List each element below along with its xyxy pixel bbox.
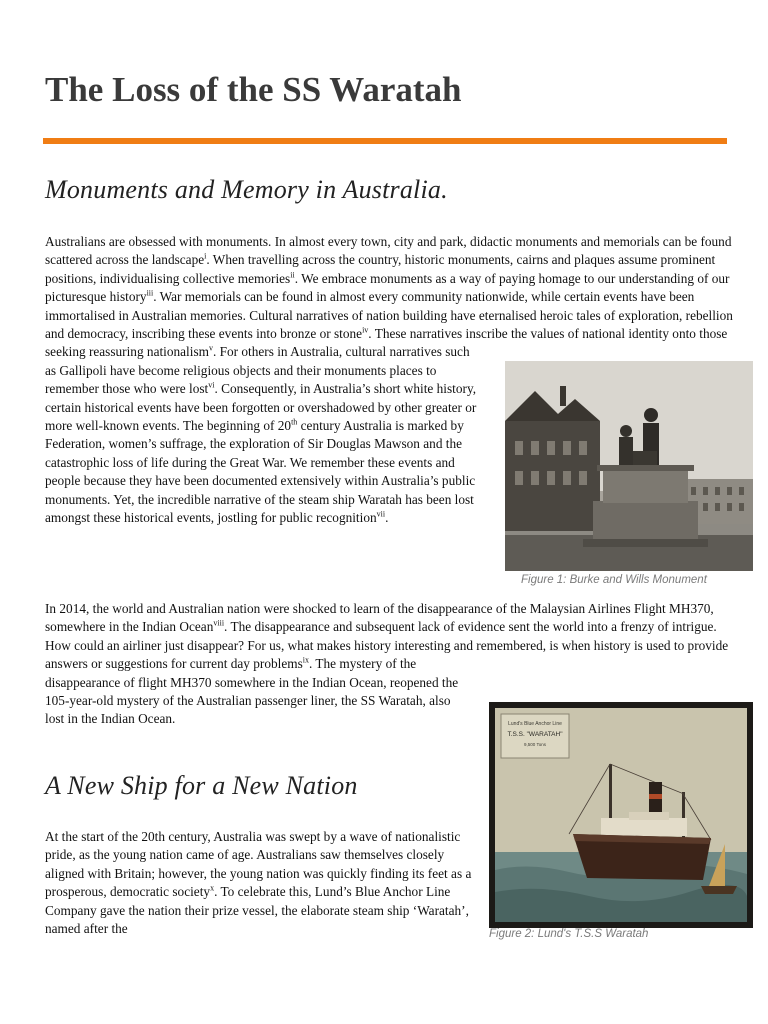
- figure-waratah-ship: [489, 702, 753, 928]
- ship-postcard: [489, 702, 753, 928]
- endnote-ref: iii: [146, 288, 154, 298]
- postcard-line-1: Lund's Blue Anchor Line: [508, 721, 562, 727]
- text-run: . Consequently, in Australia’s short white history, certain historical events have been forgotten or overshadowed by other greater or more well-known events. The beginning of 20: [45, 381, 477, 434]
- text-run: . The mystery of the disappearance of flight MH370 somewhere in the Indian Ocean, reopened the 105-year-old mystery of the Australian passenger liner, the SS Waratah, also lost in the Indian Ocean.: [45, 656, 459, 727]
- text-run: In 2014, the world and Australian nation were shocked to learn of the disappearance of the Malaysian Airlines Flight MH370, somewhere in the Indian Ocean: [45, 601, 714, 635]
- endnote-ref: vii: [376, 509, 386, 519]
- paragraph-new-ship: [45, 828, 485, 938]
- text-run: . To celebrate this, Lund’s Blue Anchor Line Company gave the nation their prize vessel, the elaborate steam ship ‘Waratah’, named after the: [45, 884, 469, 937]
- endnote-ref: vi: [208, 380, 215, 390]
- postcard-line-3: 9,500 Tons: [524, 742, 546, 747]
- text-run: . The disappearance and subsequent lack of evidence sent the world into a frenzy of intrigue. How could an airliner just disappear? For us, what makes history interesting and remembered, is when history is used to provide answers or suggestions for current day problems: [45, 619, 729, 672]
- ordinal-suffix: th: [291, 417, 298, 427]
- text-run: Australians are obsessed with monuments. In almost every town, city and park, didactic monuments and memorials can be found scattered across the landscape: [45, 234, 732, 268]
- endnote-ref: ix: [302, 655, 309, 665]
- text-run: century Australia is marked by Federation, women’s suffrage, the exploration of Sir Douglas Mawson and the catastrophic loss of life during the Great War. We remember these events and people because they have been documented extensively within Australia’s public monuments. Yet, the incredible narrative of the steam ship Waratah has been lost amongst these historical events, jostling for public recognition: [45, 418, 476, 526]
- page-title: The Loss of the SS Waratah: [45, 70, 462, 109]
- section-heading-new-ship: A New Ship for a New Nation: [45, 771, 358, 800]
- text-run: . When travelling across the country, historic monuments, cairns and plaques assume prominent positions, individualising collective memories: [45, 252, 716, 286]
- text-run: . We embrace monuments as a way of paying homage to our understanding of our picturesque history: [45, 270, 730, 305]
- section-heading-monuments: Monuments and Memory in Australia.: [45, 175, 448, 204]
- endnote-ref: viii: [213, 618, 225, 628]
- text-run: . For others in Australia, cultural narratives such as Gallipoli have become religious objects and their monuments places to remember those who were lost: [45, 344, 470, 397]
- endnote-ref: i: [204, 251, 207, 261]
- endnote-ref: v: [208, 344, 213, 354]
- figure-1-caption: Figure 1: Burke and Wills Monument: [521, 574, 707, 586]
- endnote-ref: x: [210, 883, 215, 893]
- postcard-line-2: T.S.S. "WARATAH": [507, 731, 563, 738]
- monument-photo: [505, 361, 753, 571]
- figure-2-caption: Figure 2: Lund's T.S.S Waratah: [489, 928, 649, 940]
- text-run: At the start of the 20th century, Australia was swept by a wave of nationalistic pride, as the young nation came of age. Australians saw themselves closely aligned with Britain; however, the young nation was quickly finding its feet as a prosperous, democratic society: [45, 829, 472, 900]
- figure-burke-wills-monument: [505, 361, 753, 571]
- endnote-ref: iv: [362, 325, 369, 335]
- text-run: . War memorials can be found in almost every community nationwide, while certain events have been immortalised in Australian memories. Cultural narratives of nation building have eternalised heroic tales of exploration, rebellion and democracy, inscribing these events into bronze or stone: [45, 289, 733, 342]
- text-run: . These narratives inscribe the values of national identity onto those seeking reassuring nationalism: [45, 326, 728, 360]
- endnote-ref: ii: [290, 270, 295, 280]
- text-run: .: [385, 510, 389, 526]
- title-divider: [43, 138, 727, 144]
